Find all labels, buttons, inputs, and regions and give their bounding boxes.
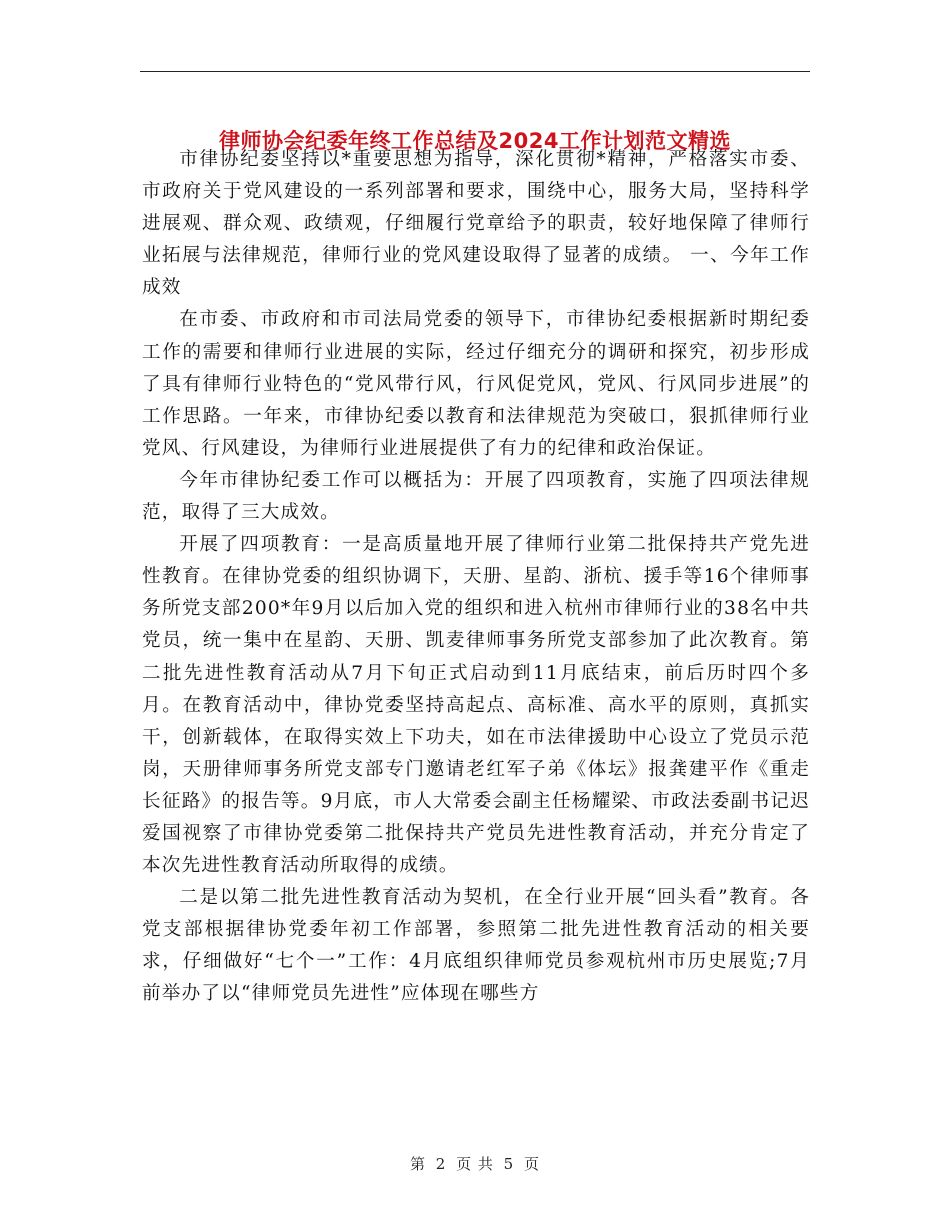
- footer-middle: 页 共: [456, 1155, 494, 1173]
- paragraph-5: 二是以第二批先进性教育活动为契机，在全行业开展“回头看”教育。各党支部根据律协党委年初工作部署，参照第二批先进性教育活动的相关要求，仔细做好“七个一”工作：4月底组织律师党员参观杭州市历史展览;7月前举办了以“律师党员先进性”应体现在哪些方: [142, 887, 810, 1005]
- document-body: [142, 144, 810, 1011]
- paragraph-4: 开展了四项教育：一是高质量地开展了律师行业第二批保持共产党先进性教育。在律协党委的组织协调下，天册、星韵、浙杭、援手等16个律师事务所党支部200*年9月以后加入党的组织和进入杭州市律师行业的38名中共党员，统一集中在星韵、天册、凯麦律师事务所党支部参加了此次教育。第二批先进性教育活动从7月下旬正式启动到11月底结束，前后历时四个多月。在教育活动中，律协党委坚持高起点、高标准、高水平的原则，真抓实干，创新载体，在取得实效上下功夫，如在市法律援助中心设立了党员示范岗，天册律师事务所党支部专门邀请老红军子弟《体坛》报龚建平作《重走长征路》的报告等。9月底，市人大常委会副主任杨耀梁、市政法委副书记迟爱国视察了市律协党委第二批保持共产党员先进性教育活动，并充分肯定了本次先进性教育活动所取得的成绩。: [142, 534, 810, 877]
- paragraph-2: 在市委、市政府和市司法局党委的领导下，市律协纪委根据新时期纪委工作的需要和律师行业进展的实际，经过仔细充分的调研和探究，初步形成了具有律师行业特色的“党风带行风，行风促党风，党风、行风同步进展”的工作思路。一年来，市律协纪委以教育和法律规范为突破口，狠抓律师行业党风、行风建设，为律师行业进展提供了有力的纪律和政治保证。: [142, 309, 810, 459]
- footer-prefix: 第: [409, 1155, 426, 1173]
- page-number-footer: [0, 1153, 950, 1174]
- paragraph-1: 市律协纪委坚持以*重要思想为指导，深化贯彻*精神，严格落实市委、市政府关于党风建设的一系列部署和要求，围绕中心，服务大局，坚持科学进展观、群众观、政绩观，仔细履行党章给予的职责，较好地保障了律师行业拓展与法律规范，律师行业的党风建设取得了显著的成绩。 一、今年工作成效: [142, 149, 810, 299]
- footer-suffix: 页: [524, 1155, 541, 1173]
- document-title: 律师协会纪委年终工作总结及2024工作计划范文精选: [219, 129, 731, 154]
- paragraph-3: 今年市律协纪委工作可以概括为：开展了四项教育，实施了四项法律规范，取得了三大成效。: [142, 469, 810, 524]
- footer-current-page: 2: [435, 1155, 447, 1173]
- header-rule: [140, 71, 810, 72]
- footer-total-pages: 5: [503, 1155, 515, 1173]
